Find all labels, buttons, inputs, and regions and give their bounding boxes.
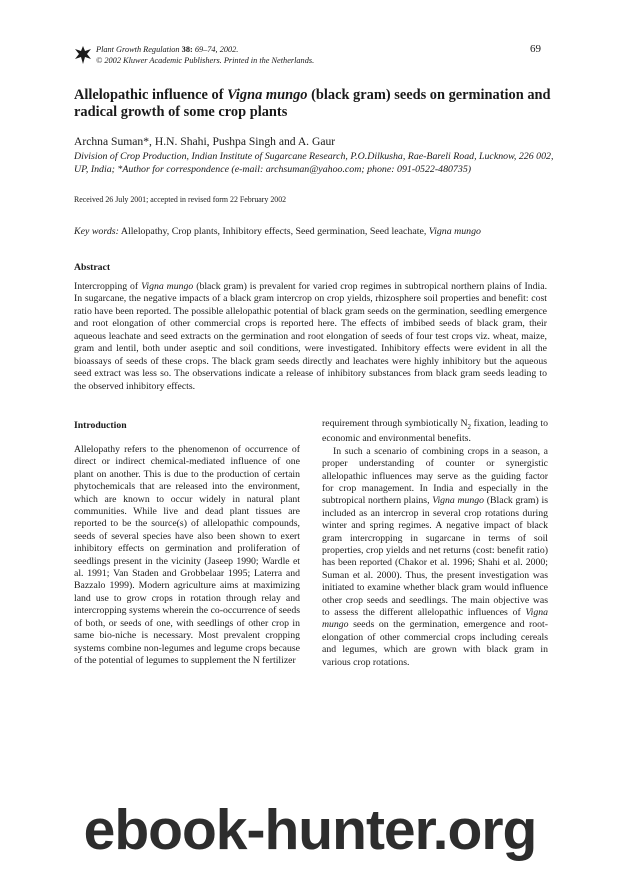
introduction-column-left	[74, 444, 300, 667]
kluwer-logo-icon	[74, 45, 92, 65]
keywords: Key words: Allelopathy, Crop plants, Inhibitory effects, Seed germination, Seed leachate, Vigna mungo	[74, 226, 481, 237]
article-title: Allelopathic influence of Vigna mungo (black gram) seeds on germination and radical growth of some crop plants	[74, 87, 551, 120]
abstract-heading: Abstract	[74, 262, 111, 273]
author-list: Archna Suman*, H.N. Shahi, Pushpa Singh and A. Gaur	[74, 135, 336, 148]
paragraph: requirement through symbiotically $N_2$ fixation, leading to economic and environmental benefits.	[322, 418, 548, 445]
received-date: Received 26 July 2001; accepted in revised form 22 February 2002	[74, 195, 287, 204]
journal-volume: 38:	[181, 45, 193, 54]
affiliation: Division of Crop Production, Indian Institute of Sugarcane Research, P.O.Dilkusha, Rae-Bareli Road, Lucknow, 226 002, UP, India; *Author for correspondence (e-mail: archsuman@yahoo.com; phone: 091-0522-480735)	[74, 151, 554, 175]
title-species: Vigna mungo	[227, 87, 308, 103]
paragraph: Allelopathy refers to the phenomenon of occurrence of direct or indirect chemical-mediated influence of one plant on another. This is due to the production of certain phytochemicals that are released into the environment, which are known to occur widely in natural plant communities. While live and dead plant tissues are reported to be the source(s) of allelopathic compounds, seeds of several species have also been shown to exert inhibitory effects on germination and proliferation of seedlings present in the vicinity (Jaseep 1990; Wardle et al. 1991; Van Staden and Grobbelaar 1995; Laterra and Bazzalo 1999). Modern agriculture aims at maximizing land use to grow crops in rotation through relay and intercropping systems wherein the co-occurrence of seeds of both, or seeds of one, with seedlings of other crop in same bio-niche is necessary. Most prevalent cropping systems combine non-legumes and legume crops because of the potential of legumes to supplement the N fertilizer	[74, 444, 300, 666]
page-number: 69	[530, 43, 541, 55]
introduction-heading: Introduction	[74, 420, 127, 431]
introduction-column-right	[322, 418, 548, 669]
abstract-text: Intercropping of Vigna mungo (black gram) is prevalent for varied crop regimes in subtropical northern plains of India. In sugarcane, the negative impacts of a black gram intercrop on crop yields, rhizosphere soil properties and benefit: cost ratio have been reported. The possible allelopathic potential of black gram seeds on the germination, seedling emergence and root elongation of other commercial crops is reported here. The effects of imbibed seeds of black gram, their aqueous leachate and seed extracts on the germination and root elongation of seeds of four test crops viz. wheat, maize, gram and lentil, both under aseptic and soil conditions, were investigated. Inhibitory effects were evident in all the bioassays of seeds of these crops. The black gram seeds directly and leachates were highly inhibitory but the aqueous seed extract was less so. The observations indicate a release of inhibitory substances from black gram seeds leading to the observed inhibitory effects.	[74, 281, 548, 392]
journal-citation	[96, 44, 426, 66]
paragraph: In such a scenario of combining crops in a season, a proper understanding of counter or synergistic allelopathic influences may serve as the guiding factor for crop management. In India and especially in the subtropical northern plains, Vigna mungo (Black gram) is included as an intercrop in several crop rotations during winter and spring regimes. A negative impact of black gram intercropping in sugarcane in terms of soil properties, crop yields and net returns (cost: benefit ratio) has been reported (Chakor et al. 1996; Shahi et al. 2000; Suman et al. 2000). Thus, the present investigation was initiated to examine whether black gram would influence other crop seeds and seedlings. The main objective was to assess the different allelopathic influences of Vigna mungo seeds on the germination, emergence and root-elongation of other commercial crops including cereals and legumes, which are grown with black gram in various crop rotations.	[322, 445, 548, 668]
watermark: ebook-hunter.org	[83, 798, 537, 862]
copyright-line: © 2002 Kluwer Academic Publishers. Printed in the Netherlands.	[96, 56, 315, 65]
keywords-label: Key words:	[74, 226, 119, 237]
journal-name: Plant Growth Regulation	[96, 45, 180, 54]
journal-pages: 69–74, 2002.	[194, 45, 239, 54]
